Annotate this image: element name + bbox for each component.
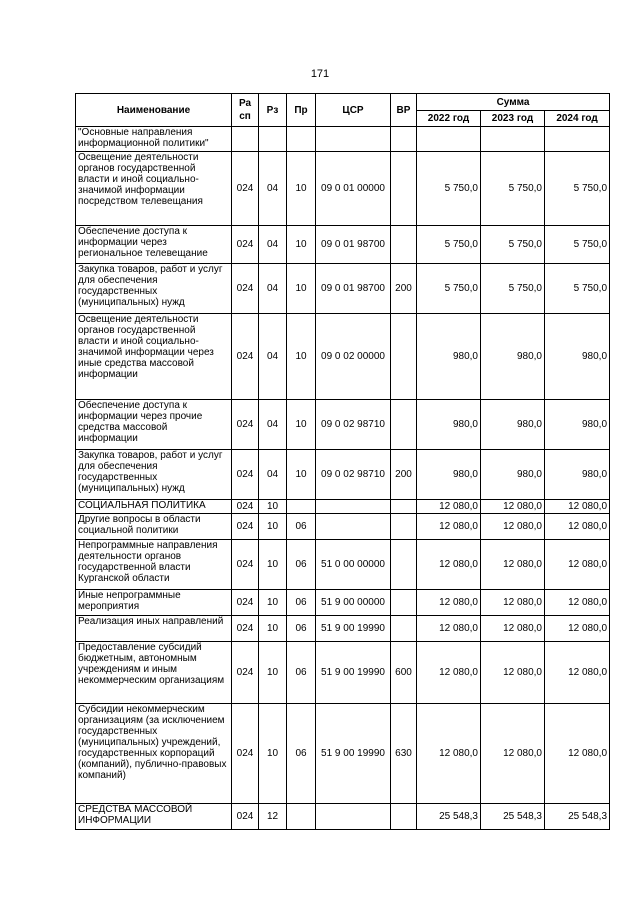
- cell-name: Закупка товаров, работ и услуг для обеспечения государственных (муниципальных) нужд: [76, 450, 232, 500]
- cell-rz: 04: [259, 450, 287, 500]
- cell-rasp: 024: [232, 590, 259, 616]
- header-year-2023: 2023 год: [481, 111, 545, 127]
- cell-2022: 980,0: [417, 450, 481, 500]
- cell-pr: 06: [287, 642, 316, 704]
- cell-name: "Основные направления информационной политики": [76, 127, 232, 152]
- budget-table: [75, 93, 610, 830]
- cell-csr: [316, 514, 391, 540]
- cell-2023: 12 080,0: [481, 616, 545, 642]
- table-row: [76, 264, 610, 314]
- cell-2023: 5 750,0: [481, 264, 545, 314]
- cell-name: СОЦИАЛЬНАЯ ПОЛИТИКА: [76, 500, 232, 514]
- cell-name: Закупка товаров, работ и услуг для обеспечения государственных (муниципальных) нужд: [76, 264, 232, 314]
- cell-2023: 12 080,0: [481, 642, 545, 704]
- cell-vr: [391, 314, 417, 400]
- table-row: [76, 590, 610, 616]
- cell-pr: 06: [287, 704, 316, 804]
- cell-rasp: 024: [232, 616, 259, 642]
- cell-rz: 10: [259, 500, 287, 514]
- cell-2023: 980,0: [481, 314, 545, 400]
- cell-pr: [287, 804, 316, 830]
- cell-rasp: 024: [232, 314, 259, 400]
- table-row: [76, 400, 610, 450]
- cell-2022: 12 080,0: [417, 704, 481, 804]
- cell-2023: [481, 127, 545, 152]
- cell-pr: 10: [287, 400, 316, 450]
- table-row: [76, 804, 610, 830]
- cell-rasp: 024: [232, 152, 259, 226]
- table-row: [76, 616, 610, 642]
- cell-name: Субсидии некоммерческим организациям (за исключением государственных (муниципальных) учреждений, государственных корпораций (компаний), публично-правовых компаний): [76, 704, 232, 804]
- cell-pr: 06: [287, 590, 316, 616]
- cell-vr: 600: [391, 642, 417, 704]
- cell-2024: 5 750,0: [545, 226, 610, 264]
- cell-rasp: 024: [232, 500, 259, 514]
- cell-pr: 06: [287, 616, 316, 642]
- cell-2024: 980,0: [545, 400, 610, 450]
- page-number: 171: [310, 68, 330, 80]
- cell-rz: 12: [259, 804, 287, 830]
- cell-2023: 12 080,0: [481, 590, 545, 616]
- table-row: [76, 314, 610, 400]
- cell-rz: 04: [259, 152, 287, 226]
- cell-2022: 5 750,0: [417, 152, 481, 226]
- cell-vr: 200: [391, 264, 417, 314]
- cell-2024: 980,0: [545, 450, 610, 500]
- table-row: [76, 152, 610, 226]
- cell-2023: 5 750,0: [481, 226, 545, 264]
- cell-2022: 12 080,0: [417, 590, 481, 616]
- table-row: [76, 642, 610, 704]
- cell-vr: [391, 127, 417, 152]
- cell-2024: 5 750,0: [545, 152, 610, 226]
- cell-2024: 25 548,3: [545, 804, 610, 830]
- header-name: Наименование: [76, 94, 232, 127]
- cell-2022: 12 080,0: [417, 540, 481, 590]
- cell-name: Обеспечение доступа к информации через прочие средства массовой информации: [76, 400, 232, 450]
- cell-rz: 04: [259, 226, 287, 264]
- cell-2022: 5 750,0: [417, 226, 481, 264]
- header-vr: ВР: [391, 94, 417, 127]
- cell-rasp: 024: [232, 642, 259, 704]
- header-year-2022: 2022 год: [417, 111, 481, 127]
- cell-2023: 25 548,3: [481, 804, 545, 830]
- cell-vr: 200: [391, 450, 417, 500]
- table-row: [76, 540, 610, 590]
- cell-2024: 12 080,0: [545, 704, 610, 804]
- cell-rz: 04: [259, 264, 287, 314]
- cell-csr: 51 9 00 19990: [316, 642, 391, 704]
- cell-2024: 12 080,0: [545, 500, 610, 514]
- cell-vr: [391, 152, 417, 226]
- cell-2022: 980,0: [417, 314, 481, 400]
- cell-csr: [316, 500, 391, 514]
- cell-csr: 09 0 01 98700: [316, 264, 391, 314]
- cell-rasp: [232, 127, 259, 152]
- cell-vr: [391, 226, 417, 264]
- cell-rz: 10: [259, 540, 287, 590]
- cell-csr: 09 0 01 98700: [316, 226, 391, 264]
- cell-rasp: 024: [232, 804, 259, 830]
- header-sum: Сумма: [417, 94, 610, 111]
- cell-pr: 10: [287, 314, 316, 400]
- cell-2022: [417, 127, 481, 152]
- cell-rasp: 024: [232, 264, 259, 314]
- cell-2024: 12 080,0: [545, 514, 610, 540]
- cell-2022: 5 750,0: [417, 264, 481, 314]
- table-row: [76, 514, 610, 540]
- cell-2022: 12 080,0: [417, 514, 481, 540]
- cell-name: Реализация иных направлений: [76, 616, 232, 642]
- cell-name: Непрограммные направления деятельности органов государственной власти Курганской области: [76, 540, 232, 590]
- cell-vr: [391, 500, 417, 514]
- table-row: [76, 450, 610, 500]
- cell-rz: 10: [259, 514, 287, 540]
- cell-csr: 51 9 00 19990: [316, 704, 391, 804]
- cell-2023: 5 750,0: [481, 152, 545, 226]
- header-rasp: Ра сп: [232, 94, 259, 127]
- cell-rasp: 024: [232, 540, 259, 590]
- cell-2024: 12 080,0: [545, 540, 610, 590]
- cell-csr: [316, 127, 391, 152]
- cell-2023: 980,0: [481, 400, 545, 450]
- cell-2022: 12 080,0: [417, 616, 481, 642]
- cell-pr: 10: [287, 264, 316, 314]
- table-row: [76, 704, 610, 804]
- cell-rasp: 024: [232, 400, 259, 450]
- cell-csr: 09 0 02 00000: [316, 314, 391, 400]
- cell-rz: 10: [259, 704, 287, 804]
- cell-rz: [259, 127, 287, 152]
- cell-2024: 12 080,0: [545, 590, 610, 616]
- cell-rasp: 024: [232, 450, 259, 500]
- cell-pr: 10: [287, 152, 316, 226]
- cell-vr: [391, 804, 417, 830]
- cell-csr: 09 0 02 98710: [316, 400, 391, 450]
- cell-name: Другие вопросы в области социальной политики: [76, 514, 232, 540]
- cell-2023: 12 080,0: [481, 500, 545, 514]
- cell-pr: [287, 127, 316, 152]
- cell-2023: 12 080,0: [481, 514, 545, 540]
- cell-2022: 12 080,0: [417, 500, 481, 514]
- cell-2024: 980,0: [545, 314, 610, 400]
- cell-rz: 04: [259, 400, 287, 450]
- cell-name: Иные непрограммные мероприятия: [76, 590, 232, 616]
- cell-csr: 51 9 00 19990: [316, 616, 391, 642]
- cell-2024: 5 750,0: [545, 264, 610, 314]
- cell-pr: 10: [287, 226, 316, 264]
- cell-csr: 09 0 02 98710: [316, 450, 391, 500]
- table-row: [76, 226, 610, 264]
- cell-rz: 10: [259, 590, 287, 616]
- cell-csr: 09 0 01 00000: [316, 152, 391, 226]
- cell-2023: 980,0: [481, 450, 545, 500]
- cell-name: Обеспечение доступа к информации через региональное телевещание: [76, 226, 232, 264]
- table-row: [76, 500, 610, 514]
- cell-2022: 980,0: [417, 400, 481, 450]
- cell-vr: [391, 514, 417, 540]
- cell-name: Освещение деятельности органов государственной власти и иной социально-значимой информации через иные средства массовой информации: [76, 314, 232, 400]
- cell-2024: 12 080,0: [545, 642, 610, 704]
- cell-vr: [391, 616, 417, 642]
- cell-rz: 10: [259, 642, 287, 704]
- cell-csr: 51 0 00 00000: [316, 540, 391, 590]
- cell-rz: 04: [259, 314, 287, 400]
- cell-name: СРЕДСТВА МАССОВОЙ ИНФОРМАЦИИ: [76, 804, 232, 830]
- cell-2024: 12 080,0: [545, 616, 610, 642]
- cell-pr: [287, 500, 316, 514]
- cell-pr: 10: [287, 450, 316, 500]
- cell-vr: [391, 540, 417, 590]
- table-row: [76, 127, 610, 152]
- cell-csr: 51 9 00 00000: [316, 590, 391, 616]
- cell-2023: 12 080,0: [481, 540, 545, 590]
- header-csr: ЦСР: [316, 94, 391, 127]
- cell-vr: [391, 400, 417, 450]
- cell-name: Предоставление субсидий бюджетным, автономным учреждениям и иным некоммерческим организациям: [76, 642, 232, 704]
- header-rz: Рз: [259, 94, 287, 127]
- cell-2023: 12 080,0: [481, 704, 545, 804]
- cell-name: Освещение деятельности органов государственной власти и иной социально-значимой информации посредством телевещания: [76, 152, 232, 226]
- cell-rasp: 024: [232, 514, 259, 540]
- cell-2022: 25 548,3: [417, 804, 481, 830]
- cell-2024: [545, 127, 610, 152]
- cell-vr: 630: [391, 704, 417, 804]
- header-pr: Пр: [287, 94, 316, 127]
- cell-2022: 12 080,0: [417, 642, 481, 704]
- cell-rasp: 024: [232, 704, 259, 804]
- cell-rasp: 024: [232, 226, 259, 264]
- cell-rz: 10: [259, 616, 287, 642]
- cell-pr: 06: [287, 514, 316, 540]
- cell-vr: [391, 590, 417, 616]
- cell-csr: [316, 804, 391, 830]
- cell-pr: 06: [287, 540, 316, 590]
- header-year-2024: 2024 год: [545, 111, 610, 127]
